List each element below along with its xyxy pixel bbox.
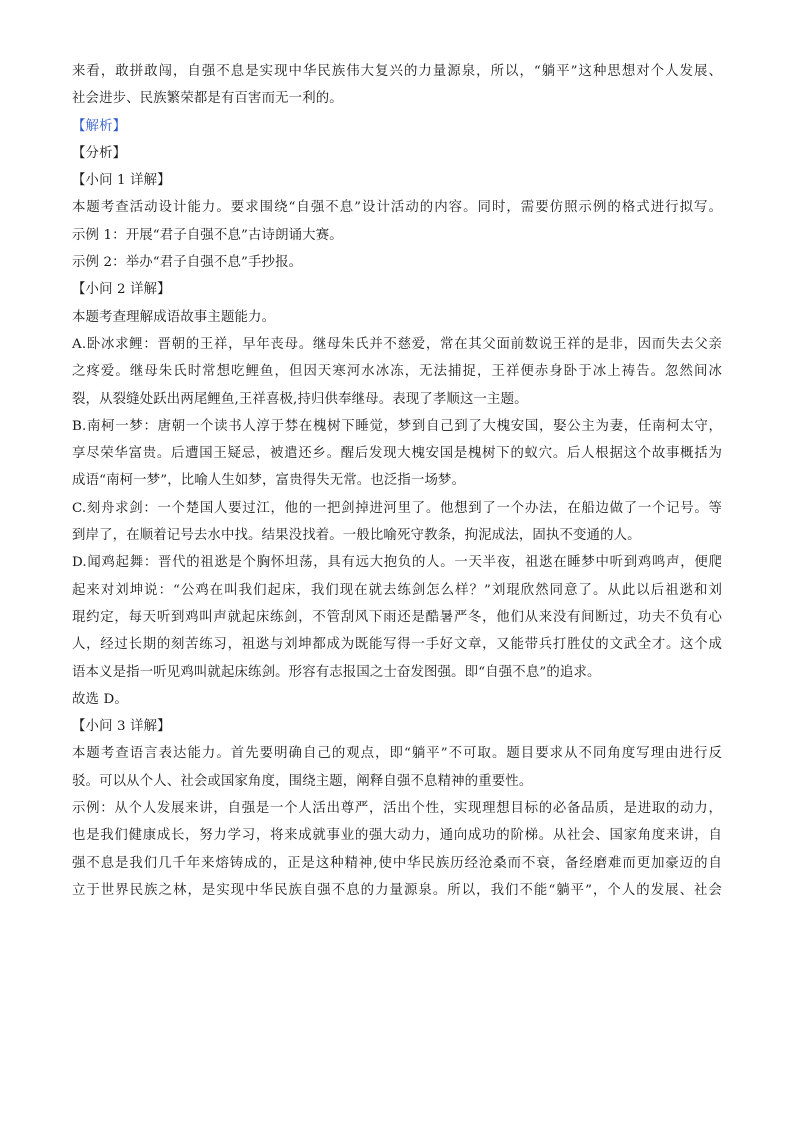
text-line: C.刻舟求剑：一个楚国人要过江，他的一把剑掉进河里了。他想到了一个办法，在船边做了一个记号。等 bbox=[72, 500, 722, 516]
text-line: B.南柯一梦：唐朝一个读书人淳于棼在槐树下睡觉，梦到自己到了大槐安国，娶公主为妻，任南柯太守， bbox=[72, 418, 722, 434]
text-line: 【分析】 bbox=[72, 145, 127, 161]
text-line: 之疼爱。继母朱氏时常想吃鲤鱼，但因天寒河水冰冻，无法捕捉，王祥便赤身卧于冰上祷告。忽然间冰 bbox=[72, 364, 722, 380]
text-line: 【小问 2 详解】 bbox=[72, 282, 171, 298]
text-line: 强不息是我们几千年来熔铸成的，正是这种精神,使中华民族历经沧桑而不衰，备经磨难而更加豪迈的自 bbox=[72, 855, 722, 871]
text-line: 示例：从个人发展来讲，自强是一个人活出尊严，活出个性，实现理想目标的必备品质，是进取的动力， bbox=[72, 801, 722, 817]
text-line: 语本义是指一听见鸡叫就起床练剑。形容有志报国之士奋发图强。即“自强不息”的追求。 bbox=[72, 664, 601, 680]
text-line: 本题考查活动设计能力。要求围绕“自强不息”设计活动的内容。同时，需要仿照示例的格式进行拟写。 bbox=[72, 200, 722, 216]
text-line: 社会进步、民族繁荣都是有百害而无一利的。 bbox=[72, 91, 343, 107]
text-line: 故选 D。 bbox=[72, 691, 128, 707]
text-line: 成语“南柯一梦”，比喻人生如梦，富贵得失无常。也泛指一场梦。 bbox=[72, 473, 466, 489]
text-line: 本题考查语言表达能力。首先要明确自己的观点，即“躺平”不可取。题目要求从不同角度写理由进行反 bbox=[72, 746, 722, 762]
text-line: 也是我们健康成长，努力学习，将来成就事业的强大动力，通向成功的阶梯。从社会、国家角度来讲，自 bbox=[72, 828, 722, 844]
text-line: 裂，从裂缝处跃出两尾鲤鱼,王祥喜极,持归供奉继母。表现了孝顺这一主题。 bbox=[72, 391, 528, 407]
text-line: 示例 2：举办“君子自强不息”手抄报。 bbox=[72, 255, 303, 271]
text-line: A.卧冰求鲤：晋朝的王祥，早年丧母。继母朱氏并不慈爱，常在其父面前数说王祥的是非，因而失去父亲 bbox=[72, 336, 722, 352]
text-line: 驳。可以从个人、社会或国家角度，围绕主题，阐释自强不息精神的重要性。 bbox=[72, 773, 533, 789]
text-line: 起来对刘坤说：“公鸡在叫我们起床，我们现在就去练剑怎么样？”刘琨欣然同意了。从此以后祖逖和刘 bbox=[72, 582, 722, 598]
text-line: 本题考查理解成语故事主题能力。 bbox=[72, 309, 276, 325]
text-line: D.闻鸡起舞：晋代的祖逖是个胸怀坦荡，具有远大抱负的人。一天半夜，祖逖在睡梦中听到鸡鸣声，便爬 bbox=[72, 555, 722, 571]
text-line: 享尽荣华富贵。后遭国王疑忌，被遣还乡。醒后发现大槐安国是槐树下的蚁穴。后人根据这个故事概括为 bbox=[72, 446, 722, 462]
text-line: 【解析】 bbox=[72, 118, 127, 134]
text-line: 琨约定，每天听到鸡叫声就起床练剑，不管刮风下雨还是酷暑严冬，他们从来没有间断过，功夫不负有心 bbox=[72, 609, 722, 625]
text-line: 人，经过长期的刻苦练习，祖逖与刘坤都成为既能写得一手好文章，又能带兵打胜仗的文武全才。这个成 bbox=[72, 637, 722, 653]
text-line: 【小问 3 详解】 bbox=[72, 719, 171, 735]
text-line: 示例 1：开展“君子自强不息”古诗朗诵大赛。 bbox=[72, 227, 343, 243]
text-line: 立于世界民族之林，是实现中华民族自强不息的力量源泉。所以，我们不能“躺平”，个人的发展、社会 bbox=[72, 882, 722, 898]
text-line: 【小问 1 详解】 bbox=[72, 173, 171, 189]
text-line: 到岸了，在顺着记号去水中找。结果没找着。一般比喻死守教条，拘泥成法，固执不变通的人。 bbox=[72, 528, 641, 544]
text-line: 来看，敢拼敢闯，自强不息是实现中华民族伟大复兴的力量源泉，所以，“躺平”这种思想对个人发展、 bbox=[72, 64, 722, 79]
